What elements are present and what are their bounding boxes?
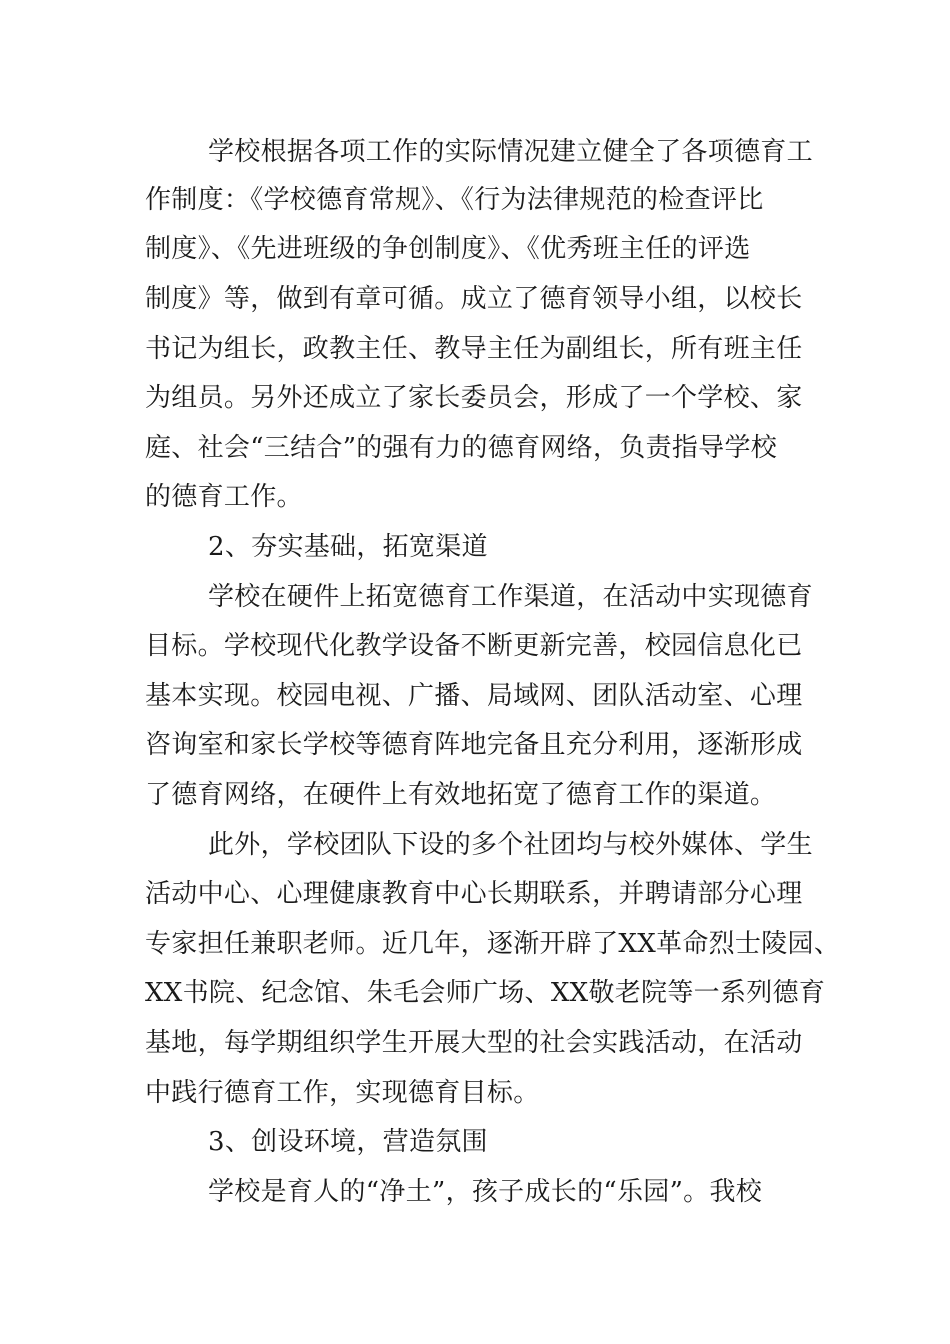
paragraph-line-4: 制度》等，做到有章可循。成立了德育领导小组，以校长 <box>145 284 803 314</box>
paragraph-line-7: 庭、社会“三结合”的强有力的德育网络，负责指导学校 <box>145 433 778 463</box>
section-heading-2: 2、夯实基础，拓宽渠道 <box>208 532 488 562</box>
paragraph-line-18: XX书院、纪念馆、朱毛会师广场、XX敬老院等一系列德育 <box>145 978 826 1008</box>
paragraph-line-15: 此外，学校团队下设的多个社团均与校外媒体、学生 <box>208 830 813 860</box>
paragraph-line-5: 书记为组长，政教主任、教导主任为副组长，所有班主任 <box>145 334 803 364</box>
paragraph-line-13: 咨询室和家长学校等德育阵地完备且充分利用，逐渐形成 <box>145 730 803 760</box>
paragraph-line-11: 目标。学校现代化教学设备不断更新完善，校园信息化已 <box>145 631 803 661</box>
paragraph-line-17: 专家担任兼职老师。近几年，逐渐开辟了XX革命烈士陵园、 <box>145 929 841 959</box>
paragraph-line-14: 了德育网络，在硬件上有效地拓宽了德育工作的渠道。 <box>145 780 777 810</box>
paragraph-line-10: 学校在硬件上拓宽德育工作渠道，在活动中实现德育 <box>208 582 813 612</box>
paragraph-line-1: 学校根据各项工作的实际情况建立健全了各项德育工 <box>208 137 813 167</box>
section-heading-3: 3、创设环境，营造氛围 <box>208 1127 488 1157</box>
paragraph-line-3: 制度》、《先进班级的争创制度》、《优秀班主任的评选 <box>145 234 751 264</box>
paragraph-line-6: 为组员。另外还成立了家长委员会，形成了一个学校、家 <box>145 383 803 413</box>
paragraph-line-12: 基本实现。校园电视、广播、局域网、团队活动室、心理 <box>145 681 803 711</box>
paragraph-line-22: 学校是育人的“净土”，孩子成长的“乐园”。我校 <box>208 1177 763 1207</box>
paragraph-line-2: 作制度：《学校德育常规》、《行为法律规范的检查评比 <box>145 185 764 215</box>
paragraph-line-8: 的德育工作。 <box>145 482 303 512</box>
paragraph-line-16: 活动中心、心理健康教育中心长期联系，并聘请部分心理 <box>145 879 803 909</box>
paragraph-line-20: 中践行德育工作，实现德育目标。 <box>145 1078 540 1108</box>
paragraph-line-19: 基地，每学期组织学生开展大型的社会实践活动，在活动 <box>145 1028 803 1058</box>
